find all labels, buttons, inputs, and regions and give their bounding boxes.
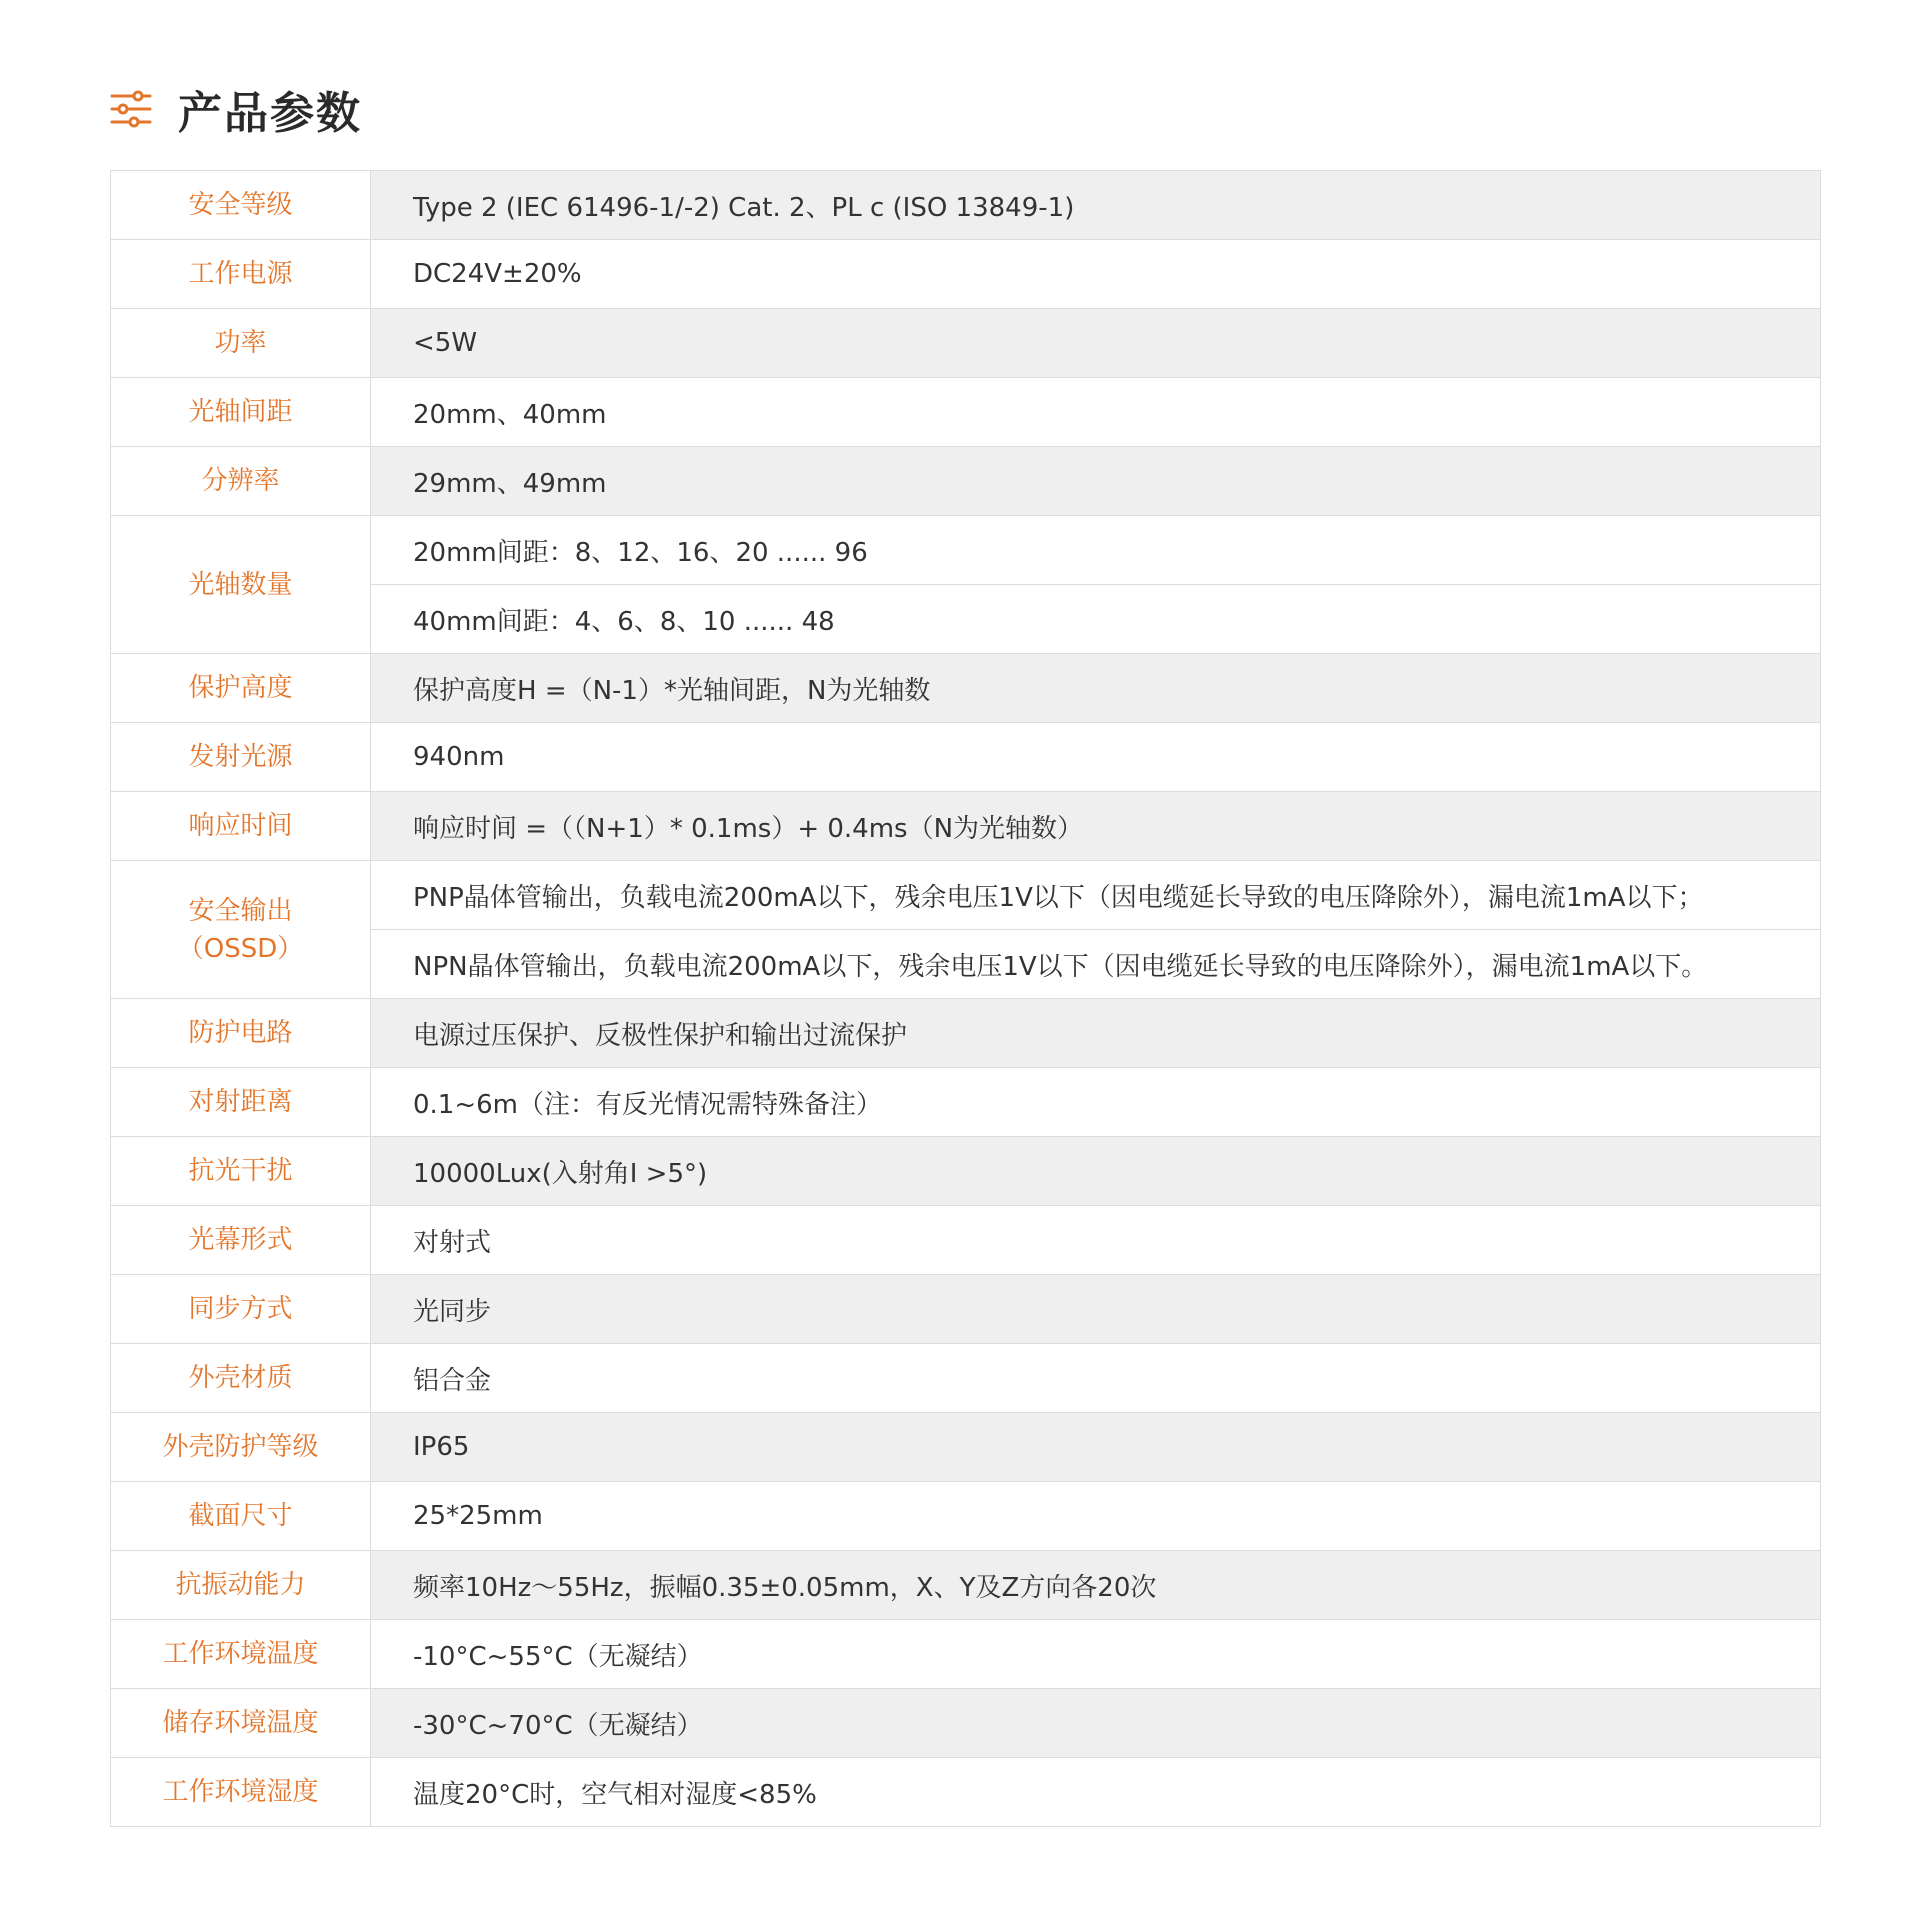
spec-label-safety-output-line2: （OSSD） (177, 933, 304, 964)
spec-value-housing-material: 铝合金 (371, 1344, 1821, 1413)
table-row (111, 1275, 1821, 1344)
spec-label-curtain-form: 光幕形式 (111, 1206, 371, 1275)
spec-label-sync-mode: 同步方式 (111, 1275, 371, 1344)
table-row (111, 447, 1821, 516)
spec-label-safety-level: 安全等级 (111, 171, 371, 240)
spec-label-section-size: 截面尺寸 (111, 1482, 371, 1551)
spec-label-storage-temp: 储存环境温度 (111, 1689, 371, 1758)
table-row (111, 1620, 1821, 1689)
spec-value-power-supply: DC24V±20% (371, 240, 1821, 309)
table-row (111, 1482, 1821, 1551)
table-row (111, 1137, 1821, 1206)
table-row (111, 1551, 1821, 1620)
table-row (111, 792, 1821, 861)
spec-label-housing-material: 外壳材质 (111, 1344, 371, 1413)
spec-label-operating-humidity: 工作环境湿度 (111, 1758, 371, 1827)
table-row (111, 1206, 1821, 1275)
sliders-icon (110, 88, 152, 130)
spec-label-operating-temp: 工作环境温度 (111, 1620, 371, 1689)
spec-value-operating-humidity: 温度20°C时，空气相对湿度<85% (371, 1758, 1821, 1827)
spec-value-protection-circuit: 电源过压保护、反极性保护和输出过流保护 (371, 999, 1821, 1068)
spec-label-housing-protection: 外壳防护等级 (111, 1413, 371, 1482)
spec-value-protection-height: 保护高度H =（N-1）*光轴间距，N为光轴数 (371, 654, 1821, 723)
spec-label-safety-output (111, 861, 371, 999)
spec-value-safety-output-pnp: PNP晶体管输出，负载电流200mA以下，残余电压1V以下（因电缆延长导致的电压降除外），漏电流1mA以下； (371, 861, 1821, 930)
table-row (111, 309, 1821, 378)
table-row (111, 1068, 1821, 1137)
spec-label-vibration: 抗振动能力 (111, 1551, 371, 1620)
spec-value-housing-protection: IP65 (371, 1413, 1821, 1482)
spec-label-power: 功率 (111, 309, 371, 378)
section-header (110, 78, 362, 140)
table-row (111, 654, 1821, 723)
table-row (111, 723, 1821, 792)
page-title: 产品参数 (178, 88, 362, 139)
spec-value-operating-temp: -10°C~55°C（无凝结） (371, 1620, 1821, 1689)
spec-label-light-interference: 抗光干扰 (111, 1137, 371, 1206)
spec-value-resolution: 29mm、49mm (371, 447, 1821, 516)
spec-label-power-supply: 工作电源 (111, 240, 371, 309)
table-row (111, 516, 1821, 585)
spec-value-power: <5W (371, 309, 1821, 378)
spec-label-response-time: 响应时间 (111, 792, 371, 861)
spec-value-section-size: 25*25mm (371, 1482, 1821, 1551)
spec-label-axis-count: 光轴数量 (111, 516, 371, 654)
spec-label-protection-circuit: 防护电路 (111, 999, 371, 1068)
table-row (111, 1758, 1821, 1827)
spec-value-safety-output-npn: NPN晶体管输出，负载电流200mA以下，残余电压1V以下（因电缆延长导致的电压降除外），漏电流1mA以下。 (371, 930, 1821, 999)
spec-value-axis-count-20mm: 20mm间距：8、12、16、20 ...... 96 (371, 516, 1821, 585)
spec-value-light-source: 940nm (371, 723, 1821, 792)
spec-value-vibration: 频率10Hz～55Hz，振幅0.35±0.05mm，X、Y及Z方向各20次 (371, 1551, 1821, 1620)
table-row (111, 861, 1821, 930)
spec-value-light-interference: 10000Lux(入射角I >5°) (371, 1137, 1821, 1206)
spec-label-detection-distance: 对射距离 (111, 1068, 371, 1137)
spec-table (110, 170, 1821, 1827)
table-row (111, 171, 1821, 240)
spec-value-detection-distance: 0.1~6m（注：有反光情况需特殊备注） (371, 1068, 1821, 1137)
spec-label-axis-spacing: 光轴间距 (111, 378, 371, 447)
spec-label-resolution: 分辨率 (111, 447, 371, 516)
table-row (111, 1413, 1821, 1482)
table-row (111, 240, 1821, 309)
spec-label-safety-output-line1: 安全输出 (188, 895, 293, 926)
table-row (111, 1344, 1821, 1413)
spec-label-protection-height: 保护高度 (111, 654, 371, 723)
spec-value-sync-mode: 光同步 (371, 1275, 1821, 1344)
spec-value-curtain-form: 对射式 (371, 1206, 1821, 1275)
table-row (111, 999, 1821, 1068)
spec-value-axis-count-40mm: 40mm间距：4、6、8、10 ...... 48 (371, 585, 1821, 654)
spec-value-response-time: 响应时间 =（（N+1）* 0.1ms）+ 0.4ms（N为光轴数） (371, 792, 1821, 861)
spec-value-safety-level: Type 2 (IEC 61496-1/-2) Cat. 2、PL c (ISO 13849-1) (371, 171, 1821, 240)
spec-value-storage-temp: -30°C~70°C（无凝结） (371, 1689, 1821, 1758)
spec-label-light-source: 发射光源 (111, 723, 371, 792)
spec-value-axis-spacing: 20mm、40mm (371, 378, 1821, 447)
table-row (111, 1689, 1821, 1758)
table-row (111, 378, 1821, 447)
